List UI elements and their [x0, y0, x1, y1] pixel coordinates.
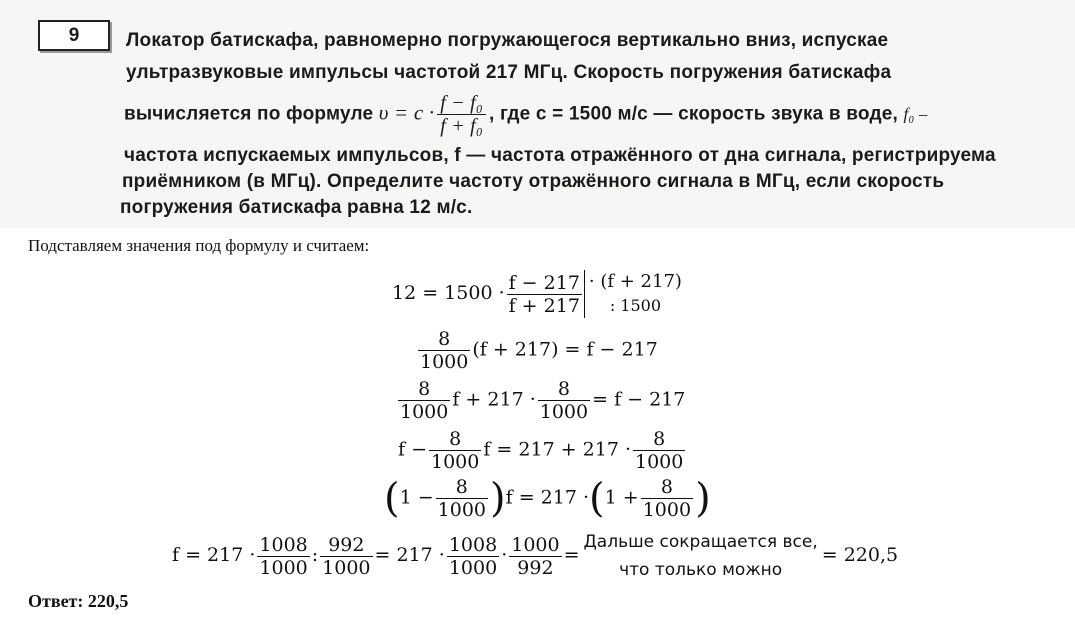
eq5-mid: f = 217 · [505, 486, 590, 509]
equation-1 [392, 270, 682, 318]
eq3-mid: f + 217 · [452, 388, 536, 411]
eq5-den1: 1000 [437, 499, 487, 521]
eq4-lhs: f − [398, 438, 427, 461]
formula-tail: , где c = 1500 м/с — скорость звука в воде, [489, 103, 898, 125]
eq1-op-bot: : 1500 [609, 296, 662, 315]
eq3-fraction-1 [398, 378, 450, 423]
eq5-fraction-1 [436, 476, 488, 521]
problem-line-6: погружения батискафа равна 12 м/с. [120, 197, 473, 218]
equation-2 [416, 328, 658, 373]
eq6-note [584, 528, 818, 584]
problem-line-3 [124, 92, 928, 137]
eq5-one-1: 1 − [399, 486, 434, 509]
eq5-den2: 1000 [642, 499, 692, 521]
eq1-num: f − 217 [508, 271, 580, 294]
formula-denominator: f + f₀ [440, 115, 484, 137]
eq6-colon: : [311, 544, 319, 566]
f0-label: f₀ – [903, 104, 928, 124]
problem-line-1: Локатор батискафа, равномерно погружающегося вертикально вниз, испускае [126, 30, 889, 51]
eq6-n3: 1008 [448, 533, 498, 556]
eq5-num2: 8 [641, 476, 693, 499]
eq2-fraction [418, 328, 470, 373]
eq5-open-paren-1: ( [384, 475, 400, 522]
eq4-fraction-2 [633, 428, 685, 473]
eq6-dot: · [501, 544, 508, 566]
eq1-lhs: 12 = 1500 · [392, 282, 505, 304]
eq6-note-top: Дальше сокращается все, [583, 532, 818, 552]
eq4-den2: 1000 [635, 451, 684, 473]
eq4-mid: f = 217 + 217 · [483, 438, 631, 461]
eq6-n1: 1008 [259, 533, 308, 556]
eq3-num2: 8 [538, 378, 590, 401]
eq6-d2: 1000 [322, 556, 371, 579]
eq6-fraction-1 [257, 534, 309, 579]
eq6-d4: 992 [517, 556, 554, 579]
problem-line-4: частота испускаемых импульсов, f — частота отражённого от дна сигнала, регистрируема [124, 145, 996, 166]
eq5-close-paren-1: ) [490, 475, 506, 522]
formula-numerator: f − f₀ [437, 92, 486, 115]
eq4-num2: 8 [633, 428, 685, 451]
eq6-result: = 220,5 [821, 544, 899, 566]
eq6-fraction-4 [509, 534, 561, 579]
problem-line-5: приёмником (в МГц). Определите частоту отражённого сигнала в МГц, если скорость [122, 171, 945, 192]
eq6-fraction-2 [320, 534, 372, 579]
eq5-fraction-2 [641, 476, 693, 521]
eq3-fraction-2 [538, 378, 590, 423]
eq5-one-2: 1 + [604, 486, 639, 509]
eq6-lhs: f = 217 · [172, 544, 256, 566]
solution-intro: Подставляем значения под формулу и считаем: [28, 236, 370, 255]
eq4-fraction-1 [429, 428, 481, 473]
eq2-den: 1000 [420, 351, 469, 373]
eq3-den1: 1000 [400, 401, 449, 423]
eq3-rhs: = f − 217 [592, 388, 686, 411]
eq6-fraction-3 [447, 534, 499, 579]
problem-scan [0, 0, 1075, 228]
eq4-num1: 8 [429, 428, 481, 451]
eq6-eq-a: = 217 · [374, 544, 445, 566]
problem-line-2: ультразвуковые импульсы частотой 217 МГц. Скорость погружения батискафа [126, 62, 892, 83]
eq3-den2: 1000 [539, 401, 589, 423]
eq4-den1: 1000 [431, 451, 480, 473]
equation-5 [384, 476, 711, 521]
equation-4 [398, 428, 687, 473]
eq6-d1: 1000 [259, 556, 308, 579]
eq6-n2: 992 [320, 534, 372, 557]
formula-intro: вычисляется по формуле [124, 103, 374, 125]
eq1-op-top: · (f + 217) [588, 271, 682, 292]
answer: Ответ: 220,5 [28, 591, 129, 611]
eq5-open-paren-2: ( [589, 475, 605, 522]
eq5-close-paren-2: ) [695, 475, 711, 522]
eq6-n4: 1000 [511, 533, 560, 556]
eq2-rhs: (f + 217) = f − 217 [472, 338, 658, 361]
eq6-eq-b: = [563, 544, 580, 566]
equation-6 [172, 528, 898, 584]
formula-lhs: υ = c · [378, 100, 435, 125]
eq3-num1: 8 [398, 378, 450, 401]
eq2-num: 8 [418, 328, 470, 351]
eq6-note-bot: что только можно [619, 560, 783, 580]
eq5-num1: 8 [436, 476, 488, 499]
eq1-operation [584, 270, 682, 318]
problem-number: 9 [38, 20, 110, 51]
equation-3 [396, 378, 685, 423]
eq1-den: f + 217 [508, 294, 580, 317]
formula-fraction [437, 92, 486, 137]
eq1-fraction [507, 272, 582, 317]
eq6-d3: 1000 [448, 556, 498, 579]
